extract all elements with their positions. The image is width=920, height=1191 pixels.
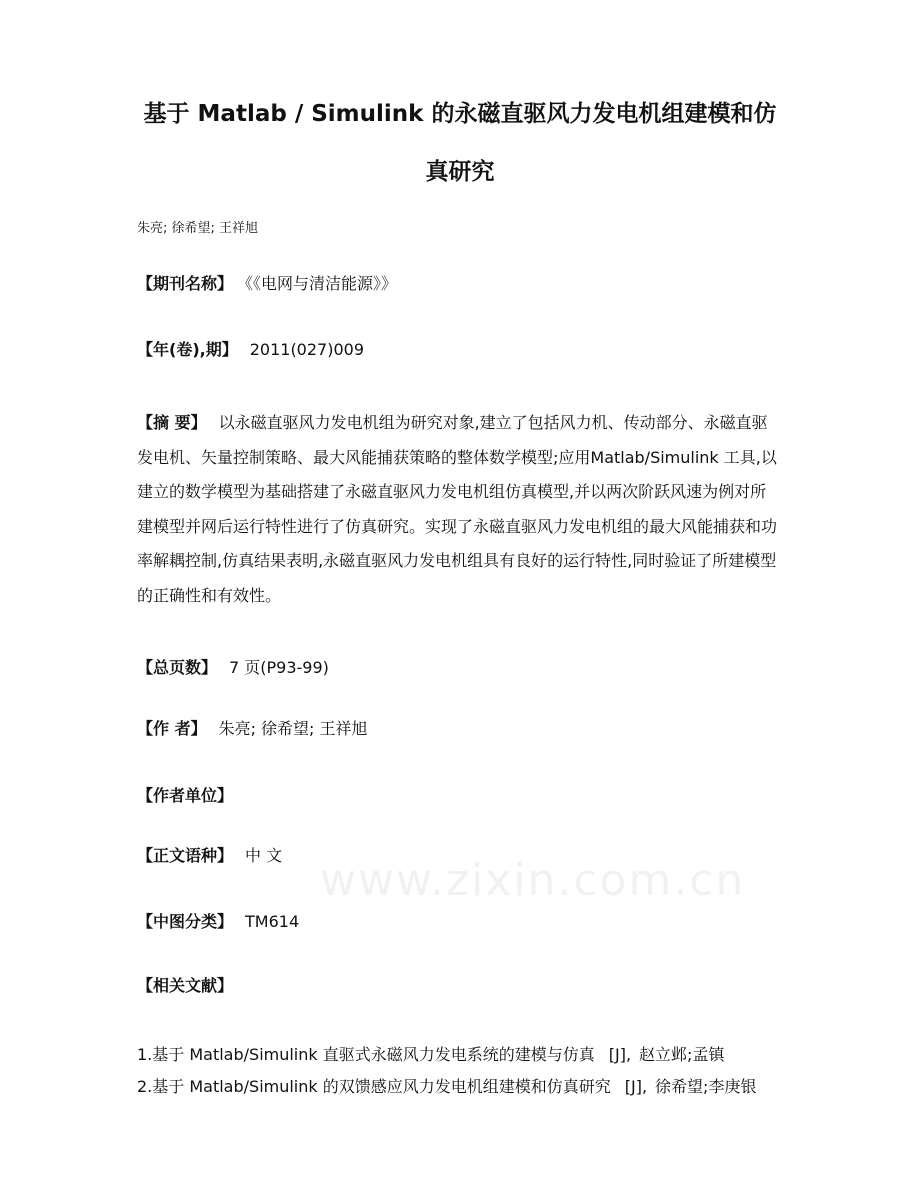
reference-index: 1.	[137, 1045, 153, 1064]
field-language-label: 【正文语种】	[137, 846, 234, 865]
field-pages-label: 【总页数】	[137, 658, 218, 677]
document-title-line1: 基于 Matlab / Simulink 的永磁直驱风力发电机组建模和仿	[143, 101, 777, 127]
field-abstract	[137, 406, 782, 613]
field-language	[137, 845, 282, 867]
field-pages	[137, 657, 329, 679]
reference-item[interactable]	[137, 1042, 797, 1068]
document-title-line2: 真研究	[425, 159, 495, 185]
field-affiliation	[137, 785, 245, 807]
reference-type-tag: [J],	[608, 1045, 632, 1064]
reference-title[interactable]: 基于 Matlab/Simulink 的双馈感应风力发电机组建模和仿真研究	[152, 1077, 611, 1096]
field-language-value: 中 文	[245, 846, 283, 865]
reference-title[interactable]: 基于 Matlab/Simulink 直驱式永磁风力发电系统的建模与仿真	[152, 1045, 595, 1064]
field-pages-value: 7 页(P93-99)	[229, 658, 329, 677]
field-abstract-label: 【摘 要】	[137, 413, 207, 432]
field-journal-value: 《《电网与清洁能源》》	[245, 274, 398, 293]
field-authors	[137, 718, 368, 740]
field-classification	[137, 911, 299, 933]
reference-authors: 徐希望;李庚银	[655, 1077, 757, 1096]
field-year-volume-issue	[137, 339, 364, 361]
field-affiliation-label: 【作者单位】	[137, 786, 234, 805]
reference-authors: 赵立邺;孟镇	[639, 1045, 725, 1064]
field-classification-label: 【中图分类】	[137, 912, 234, 931]
field-journal-label: 【期刊名称】	[137, 274, 234, 293]
field-authors-label: 【作 者】	[137, 719, 207, 738]
reference-index: 2.	[137, 1077, 153, 1096]
reference-type-tag: [J],	[624, 1077, 648, 1096]
field-related-literature	[137, 975, 245, 997]
watermark-text: www.zixin.com.cn	[320, 855, 746, 906]
field-abstract-value: 以永磁直驱风力发电机组为研究对象,建立了包括风力机、传动部分、永磁直驱发电机、矢量控制策略、最大风能捕获策略的整体数学模型;应用Matlab/Simulink 工具,以建立的数学模型为基础搭建了永磁直驱风力发电机组仿真模型,并以两次阶跃风速为例对所建模型并网后运行特性进行了仿真研究。实现了永磁直驱风力发电机组的最大风能捕获和功率解耦控制,仿真结果表明,永磁直驱风力发电机组具有良好的运行特性,同时验证了所建模型的正确性和有效性。	[137, 413, 778, 605]
field-year-value: 2011(027)009	[249, 340, 364, 359]
field-journal	[137, 273, 397, 295]
field-related-label: 【相关文献】	[137, 976, 234, 995]
author-list-header: 朱亮; 徐希望; 王祥旭	[137, 221, 259, 236]
reference-item[interactable]	[137, 1074, 797, 1100]
field-authors-value: 朱亮; 徐希望; 王祥旭	[218, 719, 368, 738]
field-classification-value: TM614	[245, 912, 300, 931]
field-year-label: 【年(卷),期】	[137, 340, 238, 359]
